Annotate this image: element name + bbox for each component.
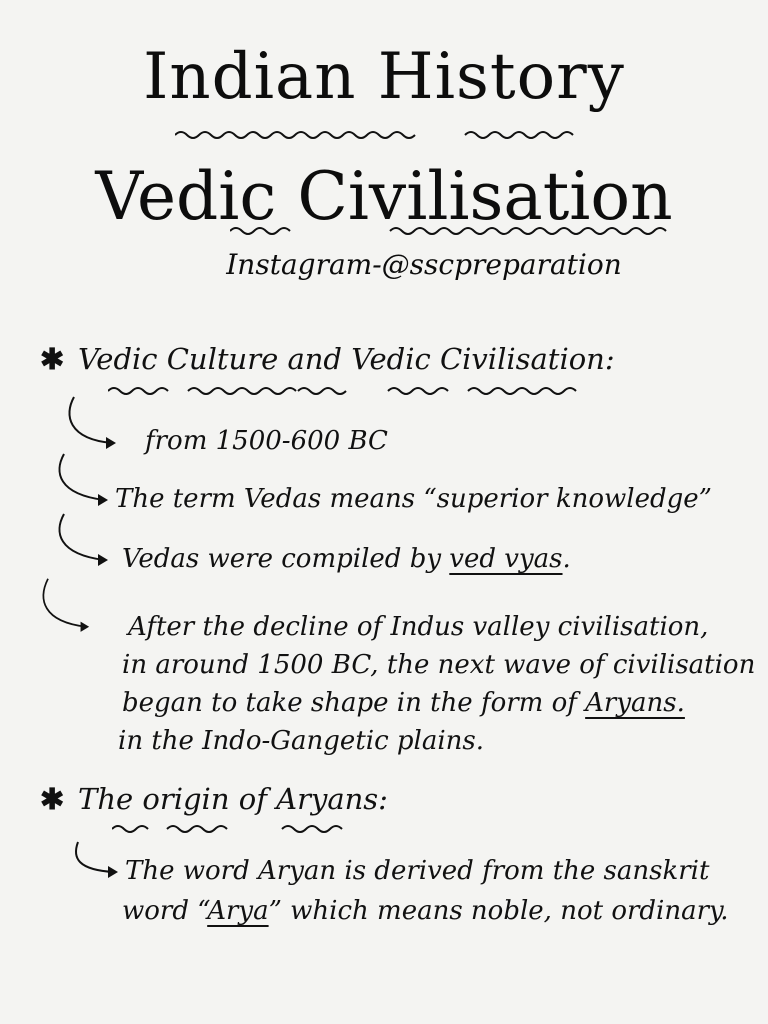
curved-arrow-icon [70, 840, 130, 885]
star-bullet-icon: ✱ [40, 782, 65, 816]
aryans-term: Aryans. [585, 688, 685, 718]
page-title: Indian History [143, 40, 625, 114]
point-decline-line3: began to take shape in the form of Aryans. [122, 688, 685, 718]
curved-arrow-icon [52, 512, 112, 572]
section-heading-vedic-culture: ✱ Vedic Culture and Vedic Civilisation: [40, 342, 615, 376]
point-decline-line4: in the Indo-Gangetic plains. [118, 726, 485, 756]
page-subtitle: Vedic Civilisation [95, 158, 673, 235]
point-aryan-word-line1: The word Aryan is derived from the sanskrit [125, 856, 710, 886]
point-vedas-compiled: Vedas were compiled by ved vyas. [122, 544, 571, 574]
section1-wave-underline [108, 384, 628, 398]
section2-wave-underline [112, 822, 372, 836]
star-bullet-icon: ✱ [40, 342, 65, 376]
title-wave-underline [175, 128, 595, 142]
compiler-name: ved vyas [449, 544, 563, 574]
curved-arrow-icon [36, 572, 96, 642]
arya-term: Arya [207, 896, 269, 926]
point-vedas-meaning: The term Vedas means “superior knowledge” [115, 484, 712, 514]
section-heading-origin-aryans: ✱ The origin of Aryans: [40, 782, 388, 816]
point-decline-line2: in around 1500 BC, the next wave of civilisation [122, 650, 756, 680]
point-decline-line1: After the decline of Indus valley civilisation, [128, 612, 709, 642]
curved-arrow-icon [52, 452, 112, 512]
instagram-handle: Instagram-@sscpreparation [226, 248, 622, 281]
point-date-range: from 1500-600 BC [145, 426, 388, 456]
point-aryan-word-line2: word “Arya” which means noble, not ordinary. [122, 896, 729, 926]
subtitle-wave-underline [230, 224, 680, 238]
curved-arrow-icon [62, 395, 122, 455]
